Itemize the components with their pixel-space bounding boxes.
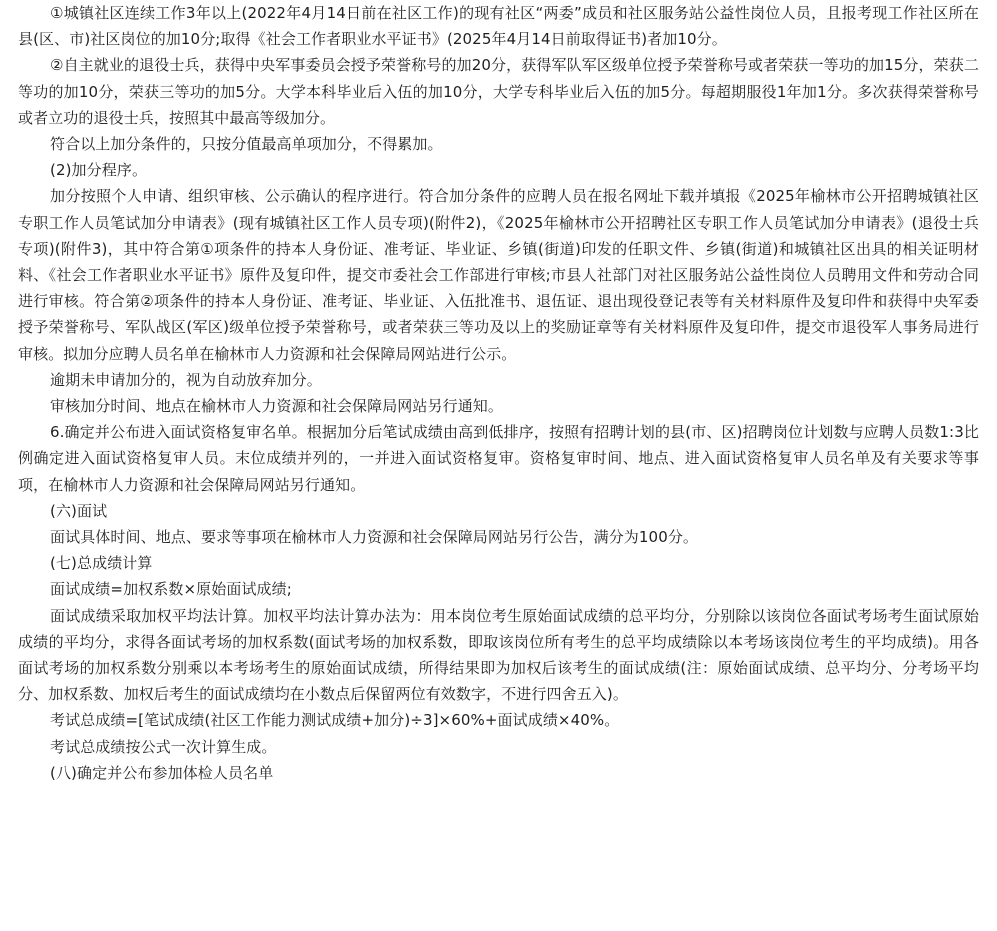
paragraph-weighted-method: 面试成绩采取加权平均法计算。加权平均法计算办法为：用本岗位考生原始面试成绩的总平均分，分别除以该岗位各面试考场考生面试原始成绩的平均分，求得各面试考场的加权系数(面试考场的加权系数，即取该岗位所有考生的总平均成绩除以本考场该岗位考生的平均成绩)。用各面试考场的加权系数分别乘以本考场考生的原始面试成绩，所得结果即为加权后该考生的面试成绩(注：原始面试成绩、总平均分、分考场平均分、加权系数、加权后考生的面试成绩均在小数点后保留两位有效数字，不进行四舍五入)。: [18, 606, 979, 704]
paragraph-interview-details: 面试具体时间、地点、要求等事项在榆林市人力资源和社会保障局网站另行公告，满分为100分。: [50, 528, 699, 547]
paragraph-interview-formula: 面试成绩=加权系数×原始面试成绩;: [50, 580, 292, 599]
heading-total-score: (七)总成绩计算: [50, 554, 153, 573]
paragraph-no-accumulation: 符合以上加分条件的，只按分值最高单项加分，不得累加。: [50, 135, 443, 154]
paragraph-bonus-condition-2: ②自主就业的退役士兵，获得中央军事委员会授予荣誉称号的加20分，获得军队军区级单位授予荣誉称号或者荣获一等功的加15分，荣获二等功的加10分，荣获三等功的加5分。大学本科毕业后入伍的加10分，大学专科毕业后入伍的加5分。每超期服役1年加1分。多次获得荣誉称号或者立功的退役士兵，按照其中最高等级加分。: [18, 56, 979, 127]
heading-physical-exam-list: (八)确定并公布参加体检人员名单: [50, 763, 274, 782]
paragraph-overdue: 逾期未申请加分的，视为自动放弃加分。: [50, 370, 322, 389]
paragraph-bonus-procedure: 加分按照个人申请、组织审核、公示确认的程序进行。符合加分条件的应聘人员在报名网址下载并填报《2025年榆林市公开招聘城镇社区专职工作人员笔试加分申请表》(现有城镇社区工作人员专项)(附件2)，《2025年榆林市公开招聘社区专职工作人员笔试加分申请表》(退役士兵专项)(附件3)，其中符合第①项条件的持本人身份证、准考证、毕业证、乡镇(街道)印发的任职文件、乡镇(街道)和城镇社区出具的相关证明材料、《社会工作者职业水平证书》原件及复印件，提交市委社会工作部进行审核;市县人社部门对社区服务站公益性岗位人员聘用文件和劳动合同进行审核。符合第②项条件的持本人身份证、准考证、毕业证、入伍批准书、退伍证、退出现役登记表等有关材料原件及复印件和获得中央军委授予荣誉称号、军队战区(军区)级单位授予荣誉称号，或者荣获三等功及以上的奖励证章等有关材料原件及复印件，提交市退役军人事务局进行审核。拟加分应聘人员名单在榆林市人力资源和社会保障局网站进行公示。: [18, 187, 979, 363]
paragraph-interview-qualification: 6.确定并公布进入面试资格复审名单。根据加分后笔试成绩由高到低排序，按照有招聘计划的县(市、区)招聘岗位计划数与应聘人员数1:3比例确定进入面试资格复审人员。末位成绩并列的，一并进入面试资格复审。资格复审时间、地点、进入面试资格复审人员名单及有关要求等事项，在榆林市人力资源和社会保障局网站另行通知。: [18, 423, 979, 494]
paragraph-bonus-condition-1: ①城镇社区连续工作3年以上(2022年4月14日前在社区工作)的现有社区“两委”成员和社区服务站公益性岗位人员，且报考现工作社区所在县(区、市)社区岗位的加10分;取得《社会工作者职业水平证书》(2025年4月14日前取得证书)者加10分。: [18, 4, 979, 49]
heading-bonus-procedure: (2)加分程序。: [50, 161, 148, 180]
paragraph-total-formula: 考试总成绩=[笔试成绩(社区工作能力测试成绩+加分)÷3]×60%+面试成绩×40%。: [50, 711, 620, 730]
heading-interview: (六)面试: [50, 501, 108, 520]
paragraph-total-generation: 考试总成绩按公式一次计算生成。: [50, 737, 277, 756]
paragraph-review-notice: 审核加分时间、地点在榆林市人力资源和社会保障局网站另行通知。: [50, 397, 504, 416]
